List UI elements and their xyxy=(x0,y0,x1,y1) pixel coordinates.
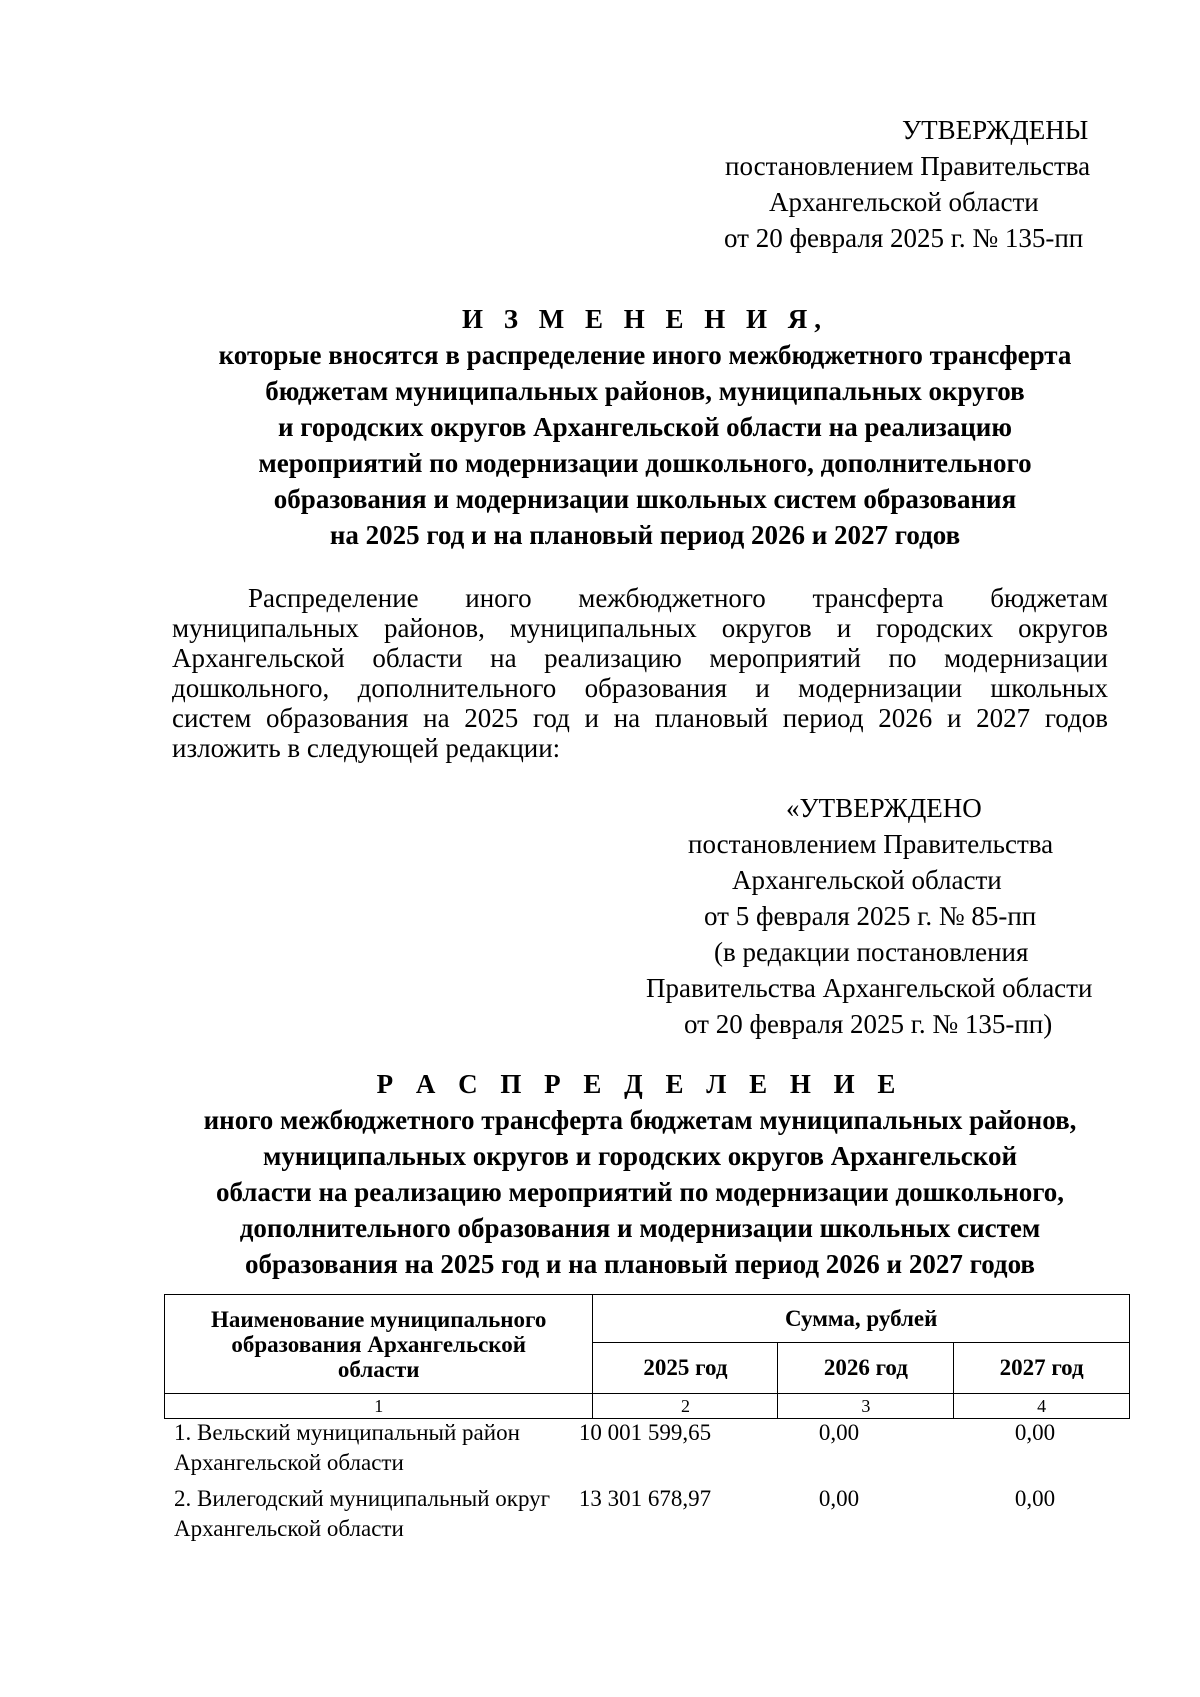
row-name: 1. Вельский муниципальный район Архангельской области xyxy=(174,1420,520,1475)
row-value-2026: 0,00 xyxy=(818,1486,860,1511)
year-2026-header: 2026 год xyxy=(778,1343,954,1394)
index-cell-4: 4 xyxy=(954,1394,1130,1419)
row-value-2025: 13 301 678,97 xyxy=(578,1486,712,1511)
redaction-line-3: Архангельской области xyxy=(732,865,1002,895)
changes-subtitle-line-1: которые вносятся в распределение иного межбюджетного трансферта xyxy=(218,340,1072,370)
changes-subtitle-line-2: бюджетам муниципальных районов, муниципальных округов xyxy=(265,376,1025,406)
changes-subtitle-line-4: мероприятий по модернизации дошкольного, дополнительного xyxy=(258,448,1032,478)
redaction-line-6: Правительства Архангельской области xyxy=(646,973,1093,1003)
changes-subtitle-line-5: образования и модернизации школьных систем образования xyxy=(273,484,1017,514)
row-value-2027: 0,00 xyxy=(1014,1420,1056,1445)
index-cell-3: 3 xyxy=(778,1394,954,1419)
redaction-line-7: от 20 февраля 2025 г. № 135-пп) xyxy=(684,1009,1053,1039)
redaction-line-5: (в редакции постановления xyxy=(714,937,1029,967)
distribution-subtitle-line-4: дополнительного образования и модернизации школьных систем xyxy=(239,1213,1041,1243)
paragraph-line-4: дошкольного, дополнительного образования и модернизации школьных xyxy=(172,673,1108,703)
redaction-line-4: от 5 февраля 2025 г. № 85-пп xyxy=(704,901,1037,931)
sum-column-header: Сумма, рублей xyxy=(593,1295,1130,1343)
index-cell-1: 1 xyxy=(165,1394,593,1419)
year-2025-header: 2025 год xyxy=(593,1343,778,1394)
redaction-line-1: «УТВЕРЖДЕНО xyxy=(786,793,982,823)
row-value-2026: 0,00 xyxy=(818,1420,860,1445)
changes-subtitle-line-3: и городских округов Архангельской области на реализацию xyxy=(278,412,1012,442)
index-cell-2: 2 xyxy=(593,1394,778,1419)
paragraph-line-6: изложить в следующей редакции: xyxy=(172,733,561,763)
name-column-header: Наименование муниципального образования Архангельской области xyxy=(165,1295,593,1394)
distribution-subtitle-line-5: образования на 2025 год и на плановый период 2026 и 2027 годов xyxy=(245,1249,1035,1279)
redaction-line-2: постановлением Правительства xyxy=(688,829,1054,859)
approval-line-3: Архангельской области xyxy=(769,187,1039,217)
paragraph-line-3: Архангельской области на реализацию мероприятий по модернизации xyxy=(172,643,1108,673)
approval-line-4: от 20 февраля 2025 г. № 135-пп xyxy=(724,223,1084,253)
changes-title xyxy=(160,301,1130,553)
distribution-heading: Р А С П Р Е Д Е Л Е Н И Е xyxy=(376,1069,904,1099)
distribution-subtitle-line-3: области на реализацию мероприятий по модернизации дошкольного, xyxy=(215,1177,1065,1207)
distribution-subtitle-line-2: муниципальных округов и городских округов Архангельской xyxy=(262,1141,1018,1171)
paragraph-line-1: Распределение иного межбюджетного трансферта бюджетам xyxy=(248,583,1108,613)
changes-heading: И З М Е Н Е Н И Я, xyxy=(461,304,828,334)
distribution-table-header xyxy=(164,1294,1130,1419)
paragraph-line-5: систем образования на 2025 год и на плановый период 2026 и 2027 годов xyxy=(172,703,1108,733)
approval-line-1: УТВЕРЖДЕНЫ xyxy=(902,115,1089,145)
row-value-2025: 10 001 599,65 xyxy=(578,1420,712,1445)
approval-line-2: постановлением Правительства xyxy=(725,151,1091,181)
distribution-title xyxy=(160,1066,1120,1282)
paragraph-line-2: муниципальных районов, муниципальных округов и городских округов xyxy=(172,613,1108,643)
row-value-2027: 0,00 xyxy=(1014,1486,1056,1511)
table-row xyxy=(164,1418,1130,1484)
changes-subtitle-line-6: на 2025 год и на плановый период 2026 и 2027 годов xyxy=(329,520,961,550)
distribution-subtitle-line-1: иного межбюджетного трансферта бюджетам муниципальных районов, xyxy=(203,1105,1077,1135)
row-name: 2. Вилегодский муниципальный округ Архангельской области xyxy=(174,1486,551,1541)
table-row xyxy=(164,1484,1130,1550)
year-2027-header: 2027 год xyxy=(954,1343,1130,1394)
